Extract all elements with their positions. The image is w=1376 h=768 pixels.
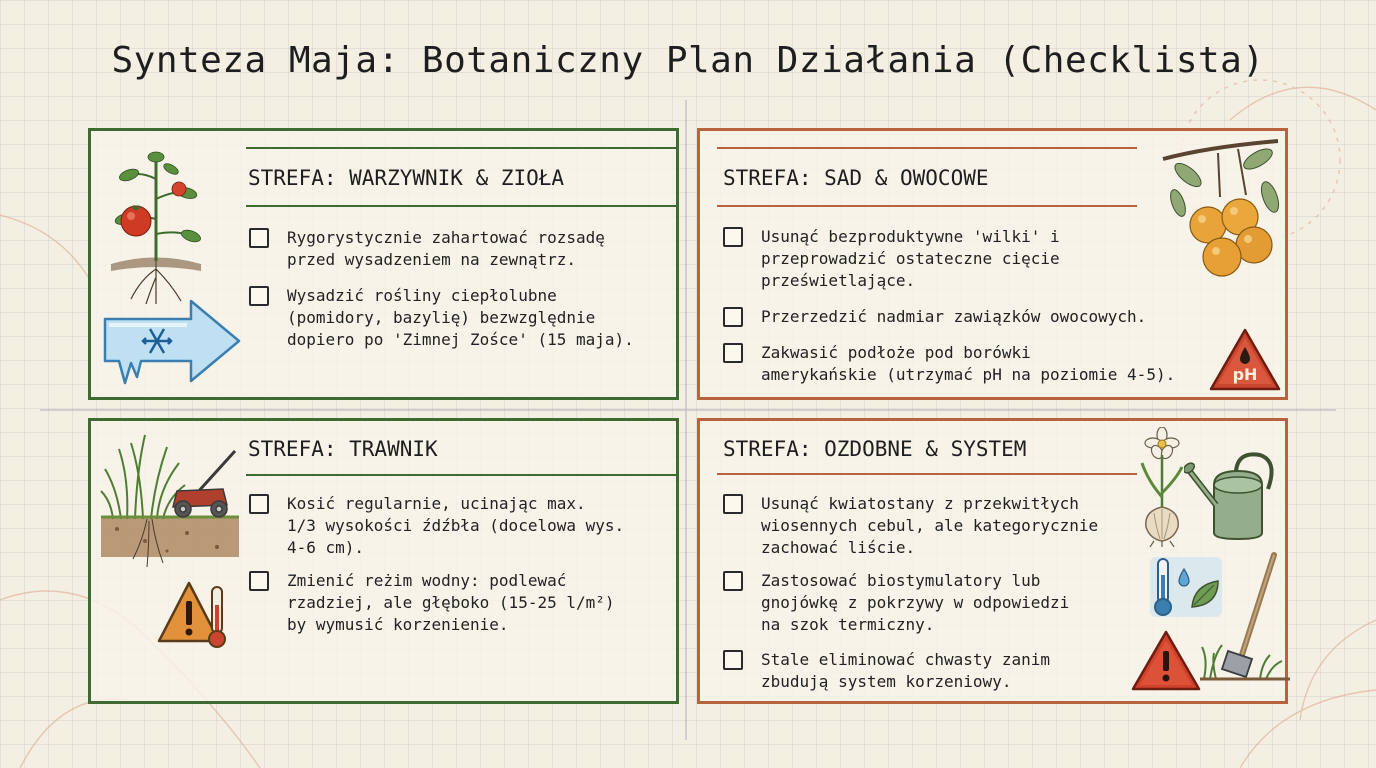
zone-orchard-fruit	[697, 128, 1288, 400]
task-item[interactable]	[249, 570, 615, 636]
task-text: Zakwasić podłoże pod borówki amerykańskie (utrzymać pH na poziomie 4-5).	[761, 343, 1176, 384]
task-checkbox[interactable]	[723, 343, 743, 363]
task-checkbox[interactable]	[723, 307, 743, 327]
header-rule-bottom	[717, 473, 1137, 475]
task-checkbox[interactable]	[249, 228, 269, 248]
zone-header: STREFA: SAD & OWOCOWE	[723, 166, 989, 190]
task-checkbox[interactable]	[723, 650, 743, 670]
page-title: Synteza Maja: Botaniczny Plan Działania (Checklista)	[111, 40, 1265, 81]
watering-can-icon	[1184, 449, 1284, 543]
task-item[interactable]	[723, 306, 1146, 328]
task-checkbox[interactable]	[249, 286, 269, 306]
zone-header: STREFA: TRAWNIK	[248, 437, 438, 461]
task-text: Wysadzić rośliny ciepłolubne (pomidory, bazylię) bezwzględnie dopiero po 'Zimnej Zośce' (15 maja).	[287, 286, 634, 349]
header-rule-bottom	[717, 205, 1137, 207]
zone-vegetables-herbs	[88, 128, 679, 400]
tomato-plant-icon	[101, 139, 211, 304]
task-checkbox[interactable]	[723, 494, 743, 514]
task-text: Usunąć kwiatostany z przekwitłych wiosennych cebul, ale kategorycznie zachować liście.	[761, 494, 1099, 557]
garden-hoe-icon	[1200, 551, 1290, 683]
task-item[interactable]	[249, 227, 605, 271]
task-text: Zastosować biostymulatory lub gnojówkę z pokrzywy w odpowiedzi na szok termiczny.	[761, 571, 1070, 634]
task-text: Usunąć bezproduktywne 'wilki' i przeprowadzić ostateczne cięcie prześwietlające.	[761, 227, 1060, 290]
task-item[interactable]	[249, 493, 624, 559]
zone-lawn	[88, 418, 679, 704]
zone-header: STREFA: OZDOBNE & SYSTEM	[723, 437, 1027, 461]
task-item[interactable]	[723, 342, 1175, 386]
task-text: Rygorystycznie zahartować rozsadę przed wysadzeniem na zewnątrz.	[287, 228, 605, 269]
grass-mower-icon	[97, 429, 242, 569]
task-checkbox[interactable]	[723, 227, 743, 247]
task-text: Kosić regularnie, ucinając max. 1/3 wysokości źdźbła (docelowa wys. 4-6 cm).	[287, 494, 625, 557]
cold-arrow-icon	[101, 299, 241, 389]
header-rule-bottom	[246, 205, 679, 207]
zone-header: STREFA: WARZYWNIK & ZIOŁA	[248, 166, 565, 190]
flower-bulb-icon	[1134, 427, 1190, 547]
zone-ornamental-system	[697, 418, 1288, 704]
mower	[173, 451, 235, 517]
task-item[interactable]	[723, 649, 1050, 693]
task-checkbox[interactable]	[249, 494, 269, 514]
task-text: Stale eliminować chwasty zanim zbudują system korzeniowy.	[761, 650, 1050, 691]
task-item[interactable]	[723, 226, 1060, 292]
fruit-branch-icon	[1158, 137, 1283, 287]
task-text: Zmienić reżim wodny: podlewać rzadziej, ale głęboko (15-25 l/m²) by wymusić korzenienie.	[287, 571, 615, 634]
header-rule-top	[717, 147, 1137, 149]
task-item[interactable]	[723, 493, 1098, 559]
warning-icon	[1130, 629, 1202, 693]
task-item[interactable]	[249, 285, 634, 351]
header-rule-top	[246, 147, 679, 149]
task-checkbox[interactable]	[723, 571, 743, 591]
task-text: Przerzedzić nadmiar zawiązków owocowych.	[761, 307, 1147, 326]
task-item[interactable]	[723, 570, 1069, 636]
ph-warning-icon	[1208, 327, 1282, 393]
warning-thermometer-icon	[157, 579, 237, 651]
header-rule-bottom	[246, 474, 679, 476]
task-checkbox[interactable]	[249, 571, 269, 591]
ph-label: pH	[1232, 365, 1258, 384]
